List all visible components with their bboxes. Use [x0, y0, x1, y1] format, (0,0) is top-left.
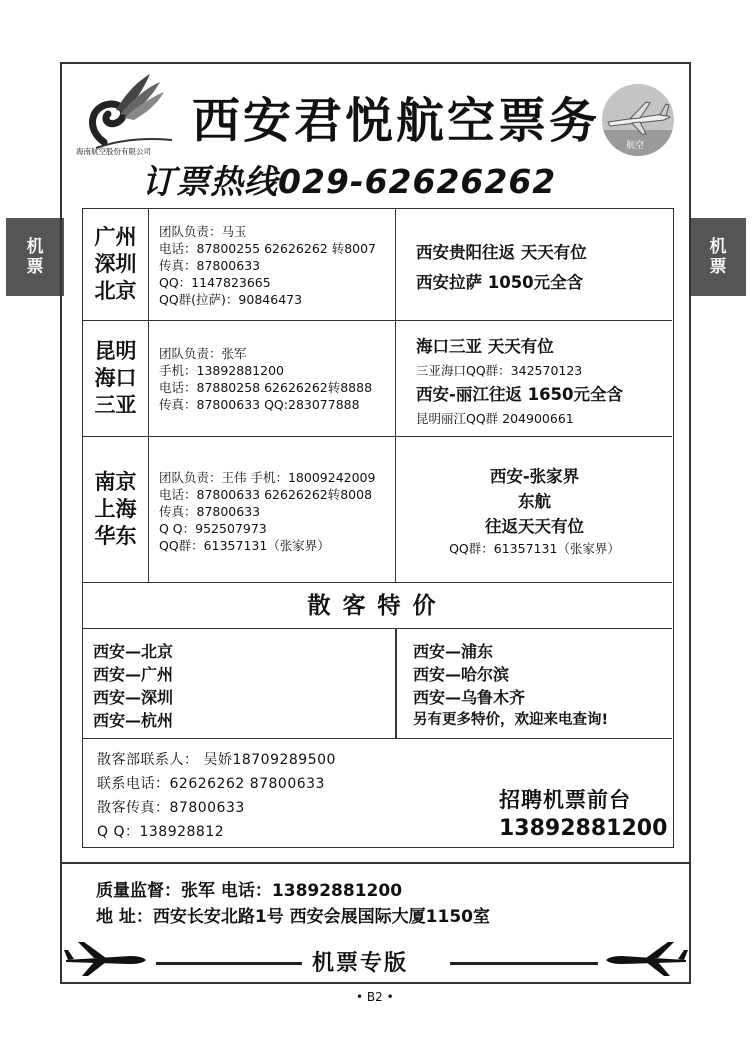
banner-line-left: [156, 962, 302, 965]
route-offer: 西安拉萨 1050元全含: [416, 273, 584, 292]
retail-contact-line: 联系电话：62626262 87800633: [97, 776, 325, 792]
service-block-3: [83, 437, 672, 583]
city-group: [83, 437, 149, 582]
contact-line: 团队负责：王伟 手机：18009242009: [159, 470, 376, 485]
contact-line: 传真：87800633 QQ:283077888: [159, 397, 360, 412]
contact-info: [159, 469, 375, 554]
contact-line: QQ：1147823665: [159, 275, 271, 290]
retail-contact-line: 散客传真：87800633: [97, 800, 245, 816]
quality-supervision: 质量监督：张军 电话：13892881200: [96, 881, 403, 901]
city-name: 上海: [94, 497, 137, 521]
city-group: [83, 209, 149, 320]
special-offers-title: 散客特价: [83, 583, 672, 629]
side-tab-right-text: 机票: [709, 237, 727, 277]
contact-line: 电话：87800633 62626262转8008: [159, 487, 373, 502]
route-offer: 西安-张家界: [489, 467, 580, 486]
banner-line-right: [450, 962, 598, 965]
header: [62, 64, 689, 204]
retail-contact-line: 散客部联系人： 吴娇18709289500: [97, 752, 336, 768]
retail-contact-line: Q Q：138928812: [97, 824, 225, 840]
badge-text: 航空: [626, 141, 645, 151]
route-offers: [395, 437, 672, 582]
city-name: 昆明: [94, 339, 137, 363]
route-offer: 西安贵阳往返 天天有位: [416, 243, 587, 262]
column-divider: [395, 629, 397, 739]
airline-logo-icon: [76, 70, 186, 158]
contact-line: 团队负责：马玉: [159, 224, 247, 239]
special-route: 西安—深圳: [93, 688, 174, 707]
route-note: 三亚海口QQ群：342570123: [416, 363, 583, 378]
route-offers: [395, 209, 672, 320]
booking-hotline: 订票热线029-62626262: [142, 162, 557, 201]
route-offers: [395, 321, 672, 436]
special-route: 西安—乌鲁木齐: [413, 688, 526, 707]
company-title: 西安君悦航空票务: [192, 93, 601, 149]
section-banner: [62, 934, 689, 982]
side-tab-left-text: 机票: [26, 237, 44, 277]
service-block-1: [83, 209, 672, 321]
route-note: 昆明丽江QQ群 204900661: [416, 411, 574, 426]
airplane-photo-badge: [602, 84, 674, 156]
city-name: 华东: [94, 524, 137, 548]
contact-line: Q Q：952507973: [159, 521, 267, 536]
special-routes: [83, 629, 672, 739]
special-route: 西安—广州: [93, 665, 174, 684]
contact-line: QQ群(拉萨)：90846473: [159, 292, 303, 307]
page-number: • B2 •: [356, 990, 394, 1004]
contact-line: 手机：13892881200: [159, 363, 284, 378]
side-tab-left: [6, 218, 64, 296]
city-name: 深圳: [94, 252, 137, 276]
route-offer: 东航: [518, 492, 551, 511]
contact-line: 电话：87800255 62626262 转8007: [159, 241, 377, 256]
contact-line: 团队负责：张军: [159, 346, 247, 361]
office-address: 地 址：西安长安北路1号 西安会展国际大厦1150室: [96, 907, 490, 927]
contact-line: QQ群：61357131（张家界）: [159, 538, 330, 553]
route-offer: 海口三亚 天天有位: [416, 337, 554, 356]
recruitment-phone: 13892881200: [499, 816, 668, 841]
city-name: 南京: [94, 470, 137, 494]
route-offer: 西安-丽江往返 1650元全含: [416, 385, 624, 404]
special-route: 西安—浦东: [413, 642, 494, 661]
service-block-2: [83, 321, 672, 437]
contact-line: 电话：87880258 62626262转8888: [159, 380, 373, 395]
city-group: [83, 321, 149, 436]
airplane-left-icon: [64, 938, 150, 978]
banner-title: 机票专版: [312, 951, 409, 976]
special-route: 西安—杭州: [93, 711, 174, 730]
footer: [62, 862, 689, 982]
side-tab-right: [690, 218, 746, 296]
contact-info: [159, 223, 376, 308]
airplane-right-icon: [602, 938, 688, 978]
special-route: 西安—北京: [93, 642, 174, 661]
contact-line: 传真：87800633: [159, 504, 261, 519]
city-name: 广州: [94, 225, 137, 249]
recruitment-title: 招聘机票前台: [499, 788, 631, 812]
route-note: QQ群：61357131（张家界）: [449, 541, 620, 556]
logo-caption: 海南航空股份有限公司: [76, 147, 151, 156]
contact-line: 传真：87800633: [159, 258, 261, 273]
contact-info: [159, 345, 372, 413]
more-offers-note: 另有更多特价，欢迎来电查询!: [413, 712, 609, 728]
route-offer: 往返天天有位: [485, 517, 584, 536]
city-name: 三亚: [94, 393, 137, 417]
city-name: 海口: [94, 366, 137, 390]
ad-frame: [60, 62, 691, 984]
service-grid: [82, 208, 674, 848]
special-route: 西安—哈尔滨: [413, 665, 510, 684]
city-name: 北京: [94, 279, 137, 303]
